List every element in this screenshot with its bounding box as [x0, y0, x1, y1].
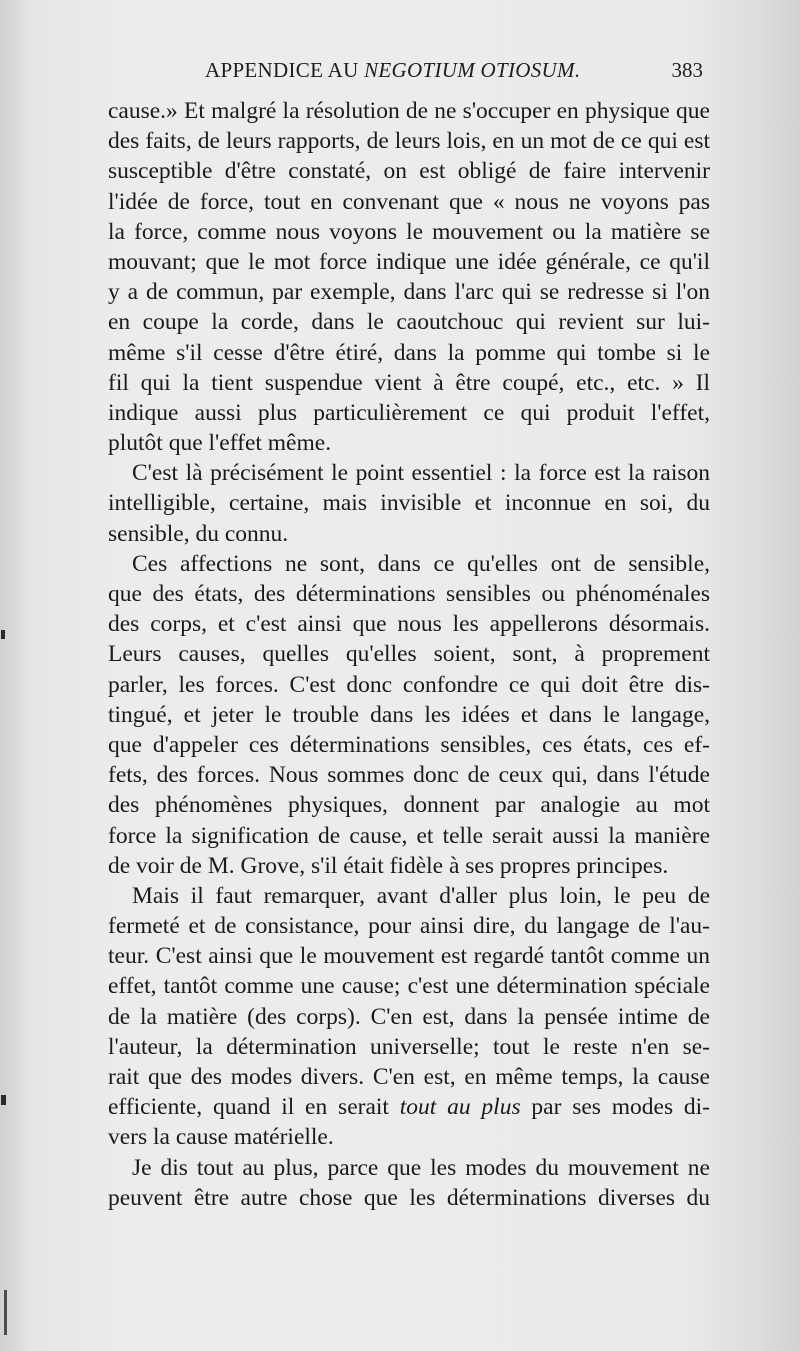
- running-title: [205, 58, 580, 83]
- text-line: que d'appeler ces déterminations sensibles, ces états, ces ef-: [108, 731, 710, 758]
- text-line: C'est là précisément le point essentiel : la force est la raison: [132, 460, 710, 487]
- text-line: l'auteur, la détermination universelle; tout le reste n'en se-: [108, 1033, 710, 1060]
- margin-mark: [1, 1095, 6, 1105]
- text-line: plutôt que l'effet même.: [108, 430, 332, 457]
- text-line: sensible, du connu.: [108, 520, 289, 547]
- text-line: Leurs causes, quelles qu'elles soient, sont, à proprement: [108, 641, 710, 668]
- text-line: mouvant; que le mot force indique une idée générale, ce qu'il: [108, 248, 710, 275]
- margin-mark: [1, 630, 5, 639]
- text-line: intelligible, certaine, mais invisible et inconnue en soi, du: [108, 490, 710, 517]
- running-title-italic: NEGOTIUM OTIOSUM.: [364, 58, 581, 82]
- text-line: indique aussi plus particulièrement ce qui produit l'effet,: [108, 399, 710, 426]
- text-line: des phénomènes physiques, donnent par analogie au mot: [108, 792, 710, 819]
- body-text: [108, 96, 710, 1213]
- text-line: de la matière (des corps). C'en est, dans la pensée intime de: [108, 1003, 710, 1030]
- text-line: que des états, des déterminations sensibles ou phénoménales: [108, 581, 710, 607]
- text-line: même s'il cesse d'être étiré, dans la pomme qui tombe si le: [108, 339, 710, 366]
- text-line: teur. C'est ainsi que le mouvement est regardé tantôt comme un: [108, 943, 710, 970]
- text-line: fermeté et de consistance, pour ainsi dire, du langage de l'au-: [108, 913, 710, 940]
- text-line: effet, tantôt comme une cause; c'est une détermination spéciale: [108, 973, 710, 1000]
- text-line: des corps, et c'est ainsi que nous les appellerons désormais.: [108, 611, 710, 638]
- running-header: [205, 58, 705, 88]
- text-line: de voir de M. Grove, s'il était fidèle à ses propres principes.: [108, 852, 669, 879]
- text-line: tingué, et jeter le trouble dans les idées et dans le langage,: [108, 701, 710, 728]
- text-line: Ces affections ne sont, dans ce qu'elles ont de sensible,: [132, 550, 710, 577]
- text-line: Je dis tout au plus, parce que les modes du mouvement ne: [132, 1154, 710, 1181]
- text-line: parler, les forces. C'est donc confondre ce qui doit être dis-: [108, 671, 710, 698]
- bleed-through-margin: [710, 0, 800, 1351]
- text-line: [108, 1092, 710, 1122]
- text-line: fil qui la tient suspendue vient à être coupé, etc., etc. » Il: [108, 369, 710, 396]
- text-line: susceptible d'être constaté, on est obligé de faire intervenir: [108, 158, 710, 185]
- running-title-prefix: APPENDICE AU: [205, 58, 359, 82]
- text-line: la force, comme nous voyons le mouvement ou la matière se: [108, 218, 710, 245]
- text-run: par ses modes di-: [520, 1094, 710, 1121]
- page-number: 383: [671, 58, 703, 82]
- text-line: y a de commun, par exemple, dans l'arc qui se redresse si l'on: [108, 279, 710, 306]
- text-line: peuvent être autre chose que les déterminations diverses du: [108, 1184, 710, 1211]
- text-run: efficiente, quand il en serait: [108, 1094, 400, 1121]
- text-line: rait que des modes divers. C'en est, en même temps, la cause: [108, 1064, 710, 1090]
- text-line: en coupe la corde, dans le caoutchouc qui revient sur lui-: [108, 309, 710, 336]
- italic-run: tout au plus: [399, 1094, 521, 1121]
- text-line: des faits, de leurs rapports, de leurs lois, en un mot de ce qui est: [108, 128, 710, 155]
- text-line: force la signification de cause, et telle serait aussi la manière: [108, 822, 710, 849]
- text-line: cause.» Et malgré la résolution de ne s'occuper en physique que: [108, 98, 710, 124]
- margin-mark: [4, 1290, 7, 1335]
- text-line: vers la cause matérielle.: [108, 1124, 334, 1151]
- text-line: l'idée de force, tout en convenant que « nous ne voyons pas: [108, 188, 710, 215]
- text-line: Mais il faut remarquer, avant d'aller plus loin, le peu de: [132, 882, 710, 909]
- text-line: fets, des forces. Nous sommes donc de ceux qui, dans l'étude: [108, 762, 710, 789]
